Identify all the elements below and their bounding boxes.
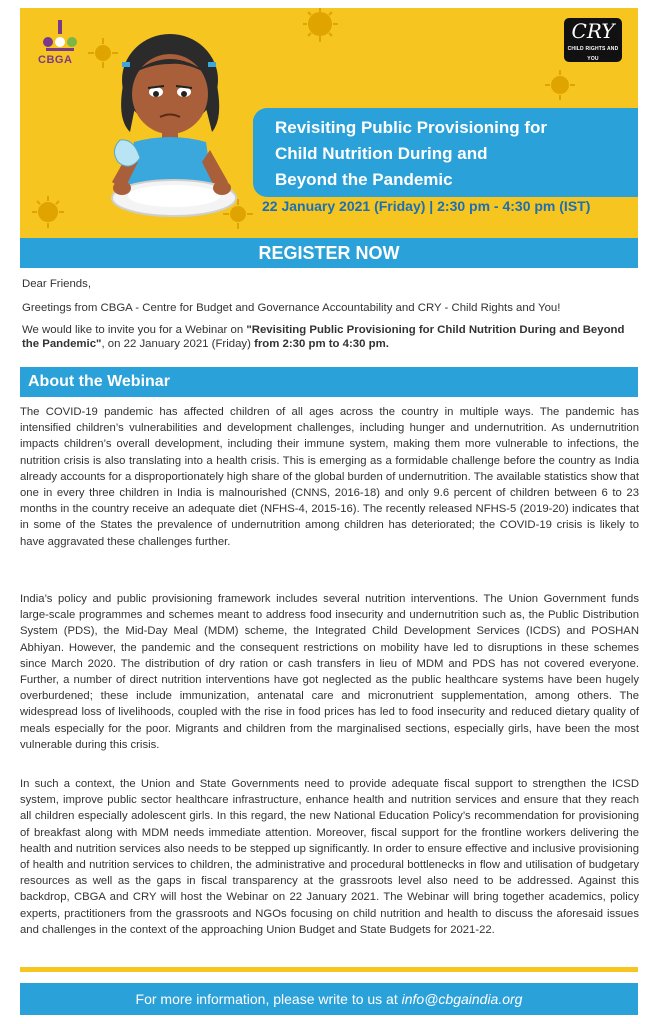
webinar-title-line: Child Nutrition During and xyxy=(275,144,488,163)
invitation-lead: We would like to invite you for a Webinar on xyxy=(22,324,247,336)
child-illustration-icon xyxy=(90,22,260,232)
webinar-banner xyxy=(20,8,638,238)
cry-logo-tagline: CHILD RIGHTS AND YOU xyxy=(567,46,619,62)
cry-logo xyxy=(564,18,622,62)
webinar-title-box xyxy=(253,108,638,197)
about-paragraph: The COVID-19 pandemic has affected children of all ages across the country in multiple ways. The pandemic has intensified children’s vulnerabilities and development challenges, including hunger and undernutrition. As undernutrition impacts children’s overall development, including their immune system, making them more vulnerable to infections, the nutrition crisis is also translating into a health crisis. This is emerging as a formidable challenge before the country as India already accounts for a disproportionately high share of the global burden of undernutrition. The available statistics show that one in every three children in India is malnourished (CNNS, 2016-18) and only 9.6 percent of children between 6 to 23 months in the country receive an adequate diet (NFHS-4, 2015-16). The recently released NFHS-5 (2019-20) indicates that in some of the States the prevalence of undernutrition among children has deteriorated; the COVID-19 crisis is likely to have aggravated these challenges further. xyxy=(20,406,639,548)
cbga-logo-text: CBGA xyxy=(38,54,73,66)
contact-footer xyxy=(20,983,638,1015)
invitation-text xyxy=(22,323,637,351)
webinar-date-time: 22 January 2021 (Friday) | 2:30 pm - 4:30 pm (IST) xyxy=(262,198,591,214)
webinar-title-line: Beyond the Pandemic xyxy=(275,170,453,189)
virus-icon xyxy=(290,8,350,48)
cry-logo-mark: CRY xyxy=(571,19,615,43)
invitation-date: , on 22 January 2021 (Friday) xyxy=(101,338,255,350)
virus-icon xyxy=(540,68,580,102)
contact-email-link[interactable]: info@cbgaindia.org xyxy=(401,991,523,1007)
contact-text: For more information, please write to us at xyxy=(135,991,402,1007)
greetings-line: Greetings from CBGA - Centre for Budget and Governance Accountability and CRY - Child Rights and You! xyxy=(22,302,561,314)
webinar-title-line: Revisiting Public Provisioning for xyxy=(275,118,548,137)
about-webinar-heading: About the Webinar xyxy=(20,367,638,397)
register-now-button[interactable]: REGISTER NOW xyxy=(20,238,638,268)
about-paragraph: In such a context, the Union and State Governments need to provide adequate fiscal support to strengthen the ICSD system, improve public sector healthcare infrastructure, enhance health and nutrition services and ensure that they reach all children especially adolescent girls. In this regard, the new National Education Policy’s recommendation for provisioning of breakfast along with MDM needs immediate attention. Moreover, fiscal support for the frontline workers delivering the health and nutrition services also needs to be stepped up significantly. In order to ensure effective and inclusive provisioning of health and nutrition services to children, the administrative and procedural bottlenecks in flow and utilisation of budgetary resources as well as the gaps in fiscal transparency at the grassroots level also need to be addressed. Against this backdrop, CBGA and CRY will host the Webinar on 22 January 2021. The Webinar will bring together academics, policy experts, practitioners from the grassroots and NGOs focusing on child nutrition and health to discuss the aforesaid issues and challenges in the context of the approaching Union Budget and State Budgets for 2021-22. xyxy=(20,778,639,936)
about-paragraph: India’s policy and public provisioning framework includes several nutrition interventions. The Union Government funds large-scale programmes and schemes meant to address food insecurity and undernutrition such as, the Public Distribution System (PDS), the Mid-Day Meal (MDM) scheme, the Integrated Child Development Services (ICDS) and POSHAN Abhiyan. However, the pandemic and the consequent restrictions on mobility have led to disruptions in these schemes since March 2020. The distribution of dry ration or cash transfers in lieu of MDM and PDS has not covered everyone. Further, a number of direct nutrition interventions have got neglected as the public healthcare systems have been hugely overburdened; these include immunization, antenatal care and micronutrient supplementation, among others. The widespread loss of livelihoods, coupled with the rise in food prices has led to food insecurity and reduced dietary quality of meals especially for the poor. Migrants and children from the marginalised sections, especially girls, have been the most vulnerable during this crisis. xyxy=(20,593,639,751)
invitation-time: from 2:30 pm to 4:30 pm. xyxy=(254,338,389,350)
greeting: Dear Friends, xyxy=(22,278,92,290)
cbga-logo-icon xyxy=(36,16,80,56)
divider xyxy=(20,967,638,972)
invitation-title: "Revisiting Public Provisioning for Child Nutrition During and Beyond the Pandemic" xyxy=(22,324,625,350)
virus-icon xyxy=(26,194,70,230)
